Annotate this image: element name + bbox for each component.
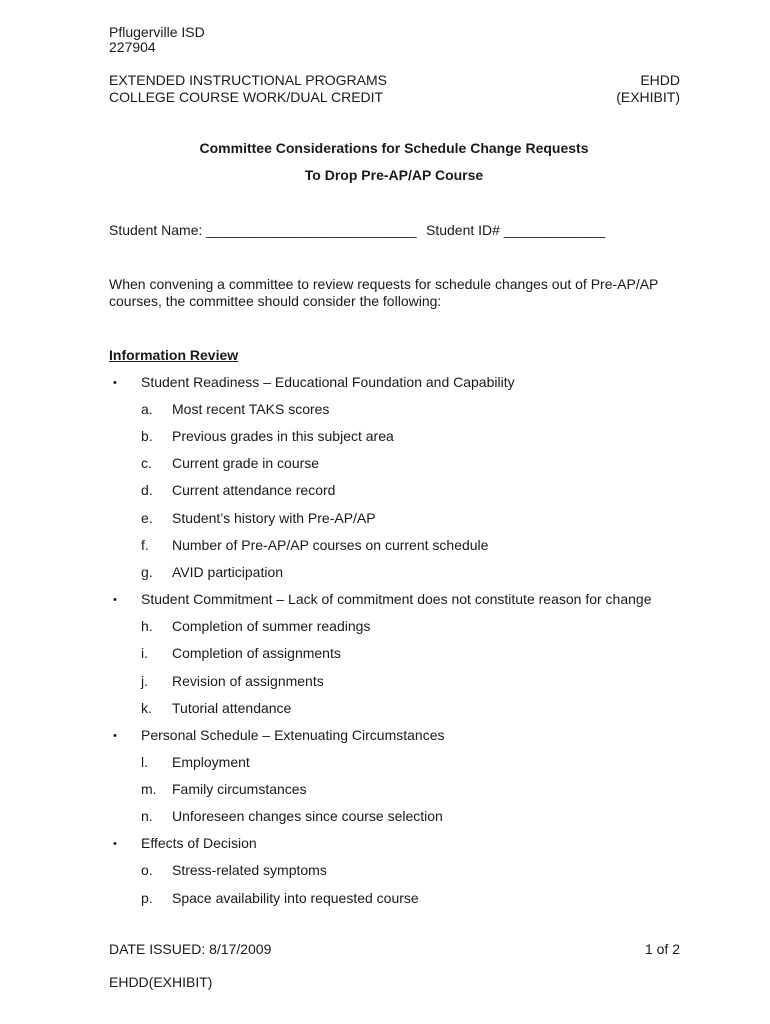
list-item-text: Stress-related symptoms bbox=[172, 862, 327, 878]
list-item-text: Current attendance record bbox=[172, 482, 336, 498]
document-subtitle: To Drop Pre-AP/AP Course bbox=[304, 167, 484, 183]
list-item-text: Current grade in course bbox=[172, 455, 320, 471]
bullet-icon: • bbox=[113, 377, 117, 389]
list-item-letter: f. bbox=[141, 537, 149, 553]
bullet-label: Student Readiness – Educational Foundation and Capability bbox=[141, 374, 515, 390]
student-id-field: Student ID# _____________ bbox=[426, 222, 606, 238]
list-item-text: Unforeseen changes since course selection bbox=[172, 808, 443, 824]
list-item-text: Employment bbox=[172, 754, 250, 770]
list-item-letter: m. bbox=[141, 781, 157, 797]
bullet-label: Effects of Decision bbox=[141, 835, 257, 851]
list-item-text: AVID participation bbox=[172, 564, 284, 580]
list-item-letter: c. bbox=[141, 455, 152, 471]
document-title: Committee Considerations for Schedule Change Requests bbox=[199, 140, 589, 156]
list-item-letter: d. bbox=[141, 482, 153, 498]
list-item-letter: e. bbox=[141, 510, 153, 526]
policy-title-line2: COLLEGE COURSE WORK/DUAL CREDIT bbox=[109, 89, 384, 105]
list-item-text: Space availability into requested course bbox=[172, 890, 419, 906]
list-item-letter: l. bbox=[141, 754, 148, 770]
list-item-text: Student’s history with Pre-AP/AP bbox=[172, 510, 376, 526]
date-issued: DATE ISSUED: 8/17/2009 bbox=[109, 941, 272, 957]
list-item-text: Family circumstances bbox=[172, 781, 307, 797]
list-item-letter: p. bbox=[141, 890, 153, 906]
policy-title-line1: EXTENDED INSTRUCTIONAL PROGRAMS bbox=[109, 72, 387, 88]
district-name: Pflugerville ISD bbox=[109, 24, 205, 40]
list-item-text: Completion of summer readings bbox=[172, 618, 371, 634]
list-item-letter: a. bbox=[141, 401, 153, 417]
list-item-letter: o. bbox=[141, 862, 153, 878]
bullet-icon: • bbox=[113, 838, 117, 850]
bullet-icon: • bbox=[113, 730, 117, 742]
list-item-letter: g. bbox=[141, 564, 153, 580]
list-item-text: Tutorial attendance bbox=[172, 700, 292, 716]
list-item-letter: n. bbox=[141, 808, 153, 824]
list-item-text: Previous grades in this subject area bbox=[172, 428, 394, 444]
list-item-letter: h. bbox=[141, 618, 153, 634]
list-item-text: Completion of assignments bbox=[172, 645, 341, 661]
student-name-field: Student Name: ___________________________ bbox=[109, 222, 417, 238]
list-item-letter: k. bbox=[141, 700, 152, 716]
bullet-icon: • bbox=[113, 594, 117, 606]
intro-line1: When convening a committee to review requests for schedule changes out of Pre-AP/AP bbox=[109, 276, 659, 292]
intro-line2: courses, the committee should consider the following: bbox=[109, 293, 442, 309]
list-item-text: Revision of assignments bbox=[172, 673, 324, 689]
list-item-text: Number of Pre-AP/AP courses on current schedule bbox=[172, 537, 489, 553]
list-item-letter: j. bbox=[141, 673, 148, 689]
bullet-label: Student Commitment – Lack of commitment does not constitute reason for change bbox=[141, 591, 652, 607]
district-id: 227904 bbox=[109, 39, 156, 55]
page-number: 1 of 2 bbox=[644, 941, 680, 957]
list-item-text: Most recent TAKS scores bbox=[172, 401, 330, 417]
list-item-letter: b. bbox=[141, 428, 153, 444]
footer-code: EHDD(EXHIBIT) bbox=[109, 974, 213, 990]
bullet-label: Personal Schedule – Extenuating Circumstances bbox=[141, 727, 445, 743]
section-heading: Information Review bbox=[109, 347, 239, 363]
policy-code-type: (EXHIBIT) bbox=[616, 89, 680, 105]
policy-code: EHDD bbox=[640, 72, 680, 88]
list-item-letter: i. bbox=[141, 645, 148, 661]
